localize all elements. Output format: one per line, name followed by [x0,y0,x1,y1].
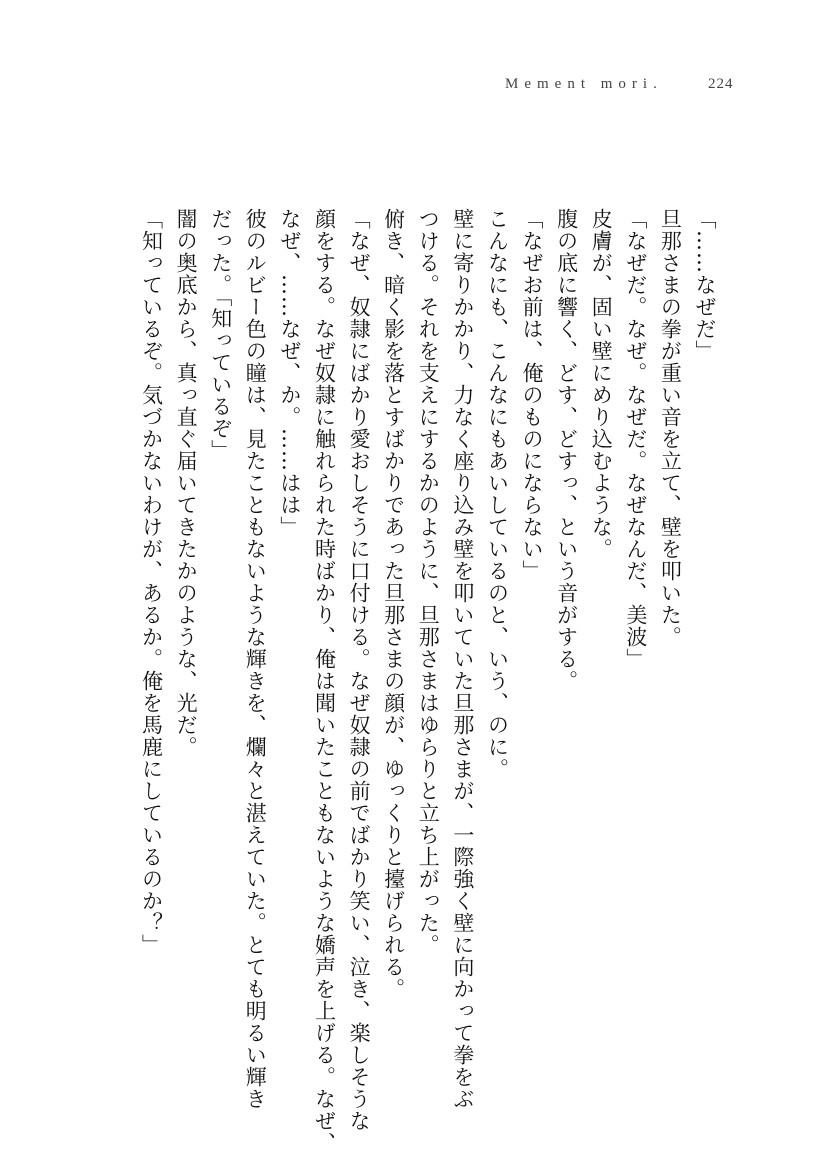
text-line: 顔をする。なぜ奴隷に触れられた時ばかり、俺は聞いたこともないような嬌声を上げる。なぜ、 [312,208,337,1154]
text-line: 皮膚が、固い壁にめり込むような。 [589,208,614,560]
text-line: だった。「知っているぞ」 [208,208,233,462]
text-line: 旦那さまの拳が重い音を立て、壁を叩いた。 [658,208,683,648]
page-number: 224 [708,76,734,92]
text-line: 腹の底に響く、どす、どすっ、という音がする。 [554,208,579,692]
text-line: 彼のルビー色の瞳は、見たこともないような輝きを、爛々と湛えていた。とても明るい輝き [243,208,268,1110]
text-line: 「なぜだ。なぜ。なぜだ。なぜなんだ、美波」 [623,208,648,670]
page-header [0,76,840,100]
text-line: 「……なぜだ」 [693,208,717,362]
text-line: なぜ、……なぜ、か。……はは」 [277,208,302,538]
text-line: 「知っているぞ。気づかないわけが、あるか。俺を馬鹿にしているのか？」 [139,208,164,956]
vertical-body-text [134,208,722,1154]
text-line: つける。それを支えにするかのように、旦那さまはゆらりと立ち上がった。 [416,208,441,956]
text-line: 「なぜお前は、俺のものにならない」 [520,208,545,582]
text-line: 闇の奥底から、真っ直ぐ届いてきたかのような、光だ。 [174,208,199,758]
text-line: 俯き、暗く影を落とすばかりであった旦那さまの顔が、ゆっくりと擡げられる。 [381,208,406,1000]
text-line: 「なぜ、奴隷にばかり愛おしそうに口付ける。なぜ奴隷の前でばかり笑い、泣き、楽しそうな [347,208,372,1132]
text-line: 壁に寄りかかり、力なく座り込み壁を叩いていた旦那さまが、一際強く壁に向かって拳をぶ [450,208,475,1110]
text-line: こんなにも、こんなにもあいしているのと、いう、のに。 [485,208,510,780]
running-title: Mement mori. [505,76,663,92]
